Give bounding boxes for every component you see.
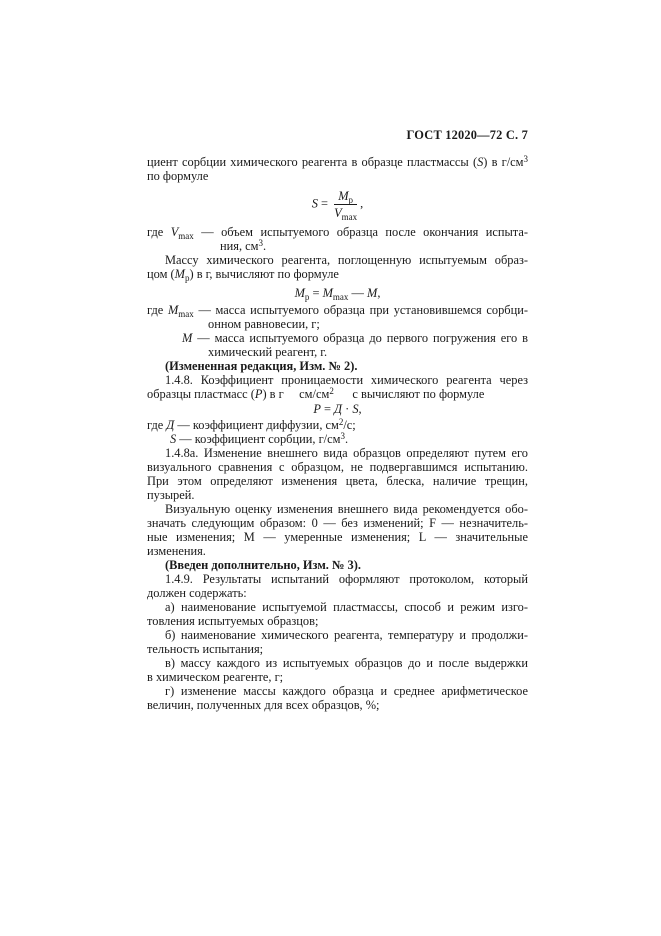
definition-vmax <box>147 225 528 253</box>
protocol-item-g <box>147 684 528 712</box>
definition-sorption <box>147 432 528 446</box>
text-run: 1.4.8. Коэффициент проницаемости химического реагента через <box>165 373 528 387</box>
text-run: — масса испытуемого образца до первого погружения его в <box>192 331 528 345</box>
text-line <box>147 684 528 698</box>
text-line <box>147 614 528 628</box>
text-run: г) изменение массы каждого образца и среднее арифметическое <box>165 684 528 698</box>
text-run: ) в г см/см <box>262 387 330 401</box>
text-line <box>147 253 528 267</box>
text-run: р <box>348 195 354 205</box>
text-run: 3 <box>523 154 528 164</box>
text-run: Д <box>334 402 342 416</box>
text-line <box>147 586 528 600</box>
text-run: max <box>178 309 194 319</box>
text-line <box>147 488 528 502</box>
text-run: · <box>342 402 353 416</box>
text-run: химический реагент, г. <box>208 345 328 359</box>
text-line <box>147 600 528 614</box>
text-run: V <box>334 206 342 220</box>
text-run: /с; <box>343 418 356 432</box>
paragraph-reagent-mass <box>147 253 528 281</box>
text-run: S <box>477 155 484 169</box>
clause-1-4-8 <box>147 373 528 401</box>
formula-reagent-mass <box>147 286 528 300</box>
text-run: 3 <box>258 238 263 248</box>
text-line <box>147 474 528 488</box>
text-line <box>147 303 528 317</box>
text-run: . <box>263 239 267 253</box>
text-run: = <box>309 286 323 300</box>
text-run: ) в г, вычисляют по формуле <box>189 267 339 281</box>
text-run: тельность испытания; <box>147 642 264 656</box>
text-line <box>147 169 528 183</box>
text-line <box>147 642 528 656</box>
definition-mmax <box>147 303 528 331</box>
text-line <box>147 239 528 253</box>
text-run: M <box>294 286 305 300</box>
text-run: образцы пластмасс ( <box>147 387 255 401</box>
text-run: ные изменения; М — умеренные изменения; L — значительные <box>147 530 528 544</box>
text-line <box>147 502 528 516</box>
text-line <box>147 544 528 558</box>
text-run: Визуальную оценку изменения внешнего вида рекомендуется обо- <box>165 502 528 516</box>
definition-diffusion <box>147 418 528 432</box>
text-run: Массу химического реагента, поглощенную испытуемым образ- <box>165 253 528 267</box>
text-line <box>147 656 528 670</box>
protocol-item-a <box>147 600 528 628</box>
text-run: р <box>304 292 310 302</box>
text-line <box>147 359 528 373</box>
protocol-item-v <box>147 656 528 684</box>
text-run: 1.4.9. Результаты испытаний оформляют протоколом, который <box>165 572 528 586</box>
text-run: величин, полученных для всех образцов, %; <box>147 698 380 712</box>
fraction-denominator <box>334 205 357 220</box>
text-line <box>147 155 528 169</box>
text-line <box>147 387 528 401</box>
text-run: M <box>182 331 193 345</box>
formula-sorption-coefficient <box>147 189 528 220</box>
text-line <box>147 267 528 281</box>
text-line <box>147 418 528 432</box>
text-run: — объем испытуемого образца после окончания испыта- <box>193 225 528 239</box>
text-line <box>147 432 528 446</box>
standard-number: ГОСТ 12020—72 С. 7 <box>406 128 528 142</box>
text-run: P <box>254 387 263 401</box>
protocol-item-b <box>147 628 528 656</box>
page-header <box>147 128 528 142</box>
text-run: ния, см <box>220 239 259 253</box>
paragraph-sorption-intro <box>147 155 528 183</box>
formula-permeability <box>147 402 528 416</box>
text-run: 3 <box>340 431 345 441</box>
text-run: M <box>167 303 179 317</box>
text-run: циент сорбции химического реагента в образце пластмассы ( <box>147 155 478 169</box>
text-line <box>147 558 528 572</box>
text-run: = <box>320 402 335 416</box>
clause-1-4-8a <box>147 446 528 502</box>
text-run: где <box>147 418 167 432</box>
text-line <box>147 670 528 684</box>
amendment-note-3 <box>147 558 528 572</box>
text-line <box>147 516 528 530</box>
bold-text-run: (Введен дополнительно, Изм. № 3). <box>165 558 361 572</box>
text-line <box>147 373 528 387</box>
text-run: , <box>358 402 362 416</box>
text-run: пузырей. <box>147 488 195 502</box>
text-run: max <box>178 231 194 241</box>
text-run: . <box>344 432 349 446</box>
paragraph-visual-rating <box>147 502 528 558</box>
amendment-note-2 <box>147 359 528 373</box>
text-run: изменения. <box>147 544 206 558</box>
text-line <box>147 331 528 345</box>
text-run: должен содержать: <box>147 586 247 600</box>
text-line <box>147 698 528 712</box>
definition-m <box>147 331 528 359</box>
text-run: товления испытуемых образцов; <box>147 614 319 628</box>
text-run: где <box>147 303 168 317</box>
text-run: с вычисляют по формуле <box>333 387 485 401</box>
text-line <box>147 225 528 239</box>
text-run: в химическом реагенте, г; <box>147 670 284 684</box>
text-run: онном равновесии, г; <box>208 317 320 331</box>
text-run: При этом определяют изменения цвета, блеска, наличие трещин, <box>147 474 528 488</box>
formula-lhs <box>312 196 331 210</box>
text-line <box>147 572 528 586</box>
text-run: P <box>313 402 321 416</box>
text-run: значать следующим образом: 0 — без изменений; F — незначитель- <box>147 516 528 530</box>
text-line <box>147 460 528 474</box>
text-run: — коэффициент диффузии, см <box>174 418 339 432</box>
text-run: ) в г/см <box>483 155 524 169</box>
text-run: — <box>348 286 367 300</box>
text-line <box>147 446 528 460</box>
text-run: max <box>332 292 349 302</box>
text-run: по формуле <box>147 169 209 183</box>
text-column <box>147 128 528 712</box>
text-run: визуального сравнения с образцом, не подвергавшимся испытанию. <box>147 460 528 474</box>
text-run: 1.4.8а. Изменение внешнего вида образцов определяют путем его <box>165 446 528 460</box>
fraction <box>334 189 357 220</box>
text-line <box>147 345 528 359</box>
bold-text-run: (Измененная редакция, Изм. № 2). <box>165 359 358 373</box>
text-line <box>147 530 528 544</box>
text-run: цом ( <box>147 267 175 281</box>
text-run: Д <box>166 418 175 432</box>
text-run: 2 <box>338 417 344 427</box>
text-run: S <box>352 402 359 416</box>
text-run: б) наименование химического реагента, температуру и продолжи- <box>165 628 528 642</box>
text-line <box>147 317 528 331</box>
text-run: , <box>377 286 381 300</box>
text-run: 2 <box>329 386 334 396</box>
text-run: где <box>147 225 171 239</box>
text-run: M <box>338 189 349 203</box>
text-run: M <box>367 286 378 300</box>
text-run: M <box>174 267 185 281</box>
text-run: — масса испытуемого образца при установившемся сорбци- <box>193 303 528 317</box>
text-line <box>147 628 528 642</box>
text-run: M <box>322 286 333 300</box>
text-run: в) массу каждого из испытуемых образцов до и после выдержки <box>165 656 528 670</box>
clause-1-4-9 <box>147 572 528 600</box>
text-run: — коэффициент сорбции, г/см <box>176 432 341 446</box>
text-run: р <box>184 273 190 283</box>
text-run: V <box>170 225 179 239</box>
fraction-numerator <box>334 189 357 205</box>
formula-rhs <box>360 196 363 210</box>
text-run: , <box>360 196 364 211</box>
text-run: = <box>317 196 332 211</box>
text-run: S <box>311 196 318 211</box>
text-run: S <box>170 432 177 446</box>
text-run: max <box>341 212 358 222</box>
text-run: а) наименование испытуемой пластмассы, способ и режим изго- <box>165 600 528 614</box>
